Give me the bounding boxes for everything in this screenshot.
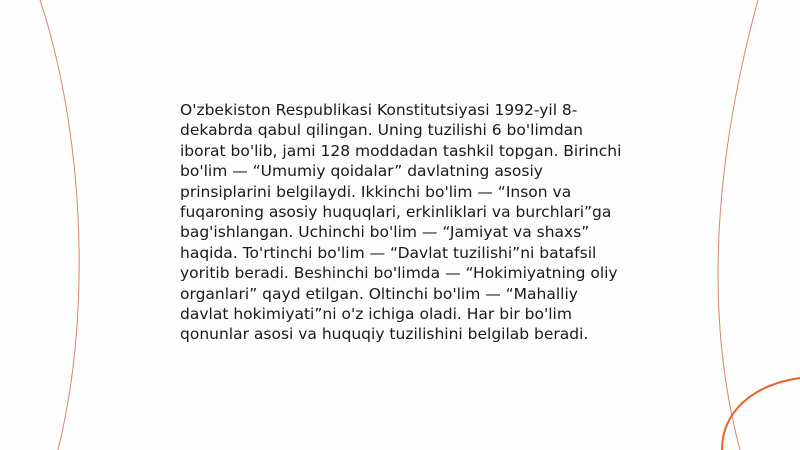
body-paragraph: O'zbekiston Respublikasi Konstitutsiyasi 1992-yil 8-dekabrda qabul qilingan. Uning tuzilishi 6 bo'limdan iborat bo'lib, jami 128 moddadan tashkil topgan. Birinchi bo'lim — “Umumiy qoidalar” davlatning asosiy prinsiplarini belgilaydi. Ikkinchi bo'lim — “Inson va fuqaroning asosiy huquqlari, erkinliklari va burchlari”ga bag'ishlangan. Uchinchi bo'lim — “Jamiyat va shaxs” haqida. To'rtinchi bo'lim — “Davlat tuzilishi”ni batafsil yoritib beradi. Beshinchi bo'limda — “Hokimiyatning oliy organlari” qayd etilgan. Oltinchi bo'lim — “Mahalliy davlat hokimiyati”ni o'z ichiga oladi. Har bir bo'lim qonunlar asosi va huquqiy tuzilishini belgilab beradi. xyxy=(180,101,622,344)
bottom-right-accent-arc xyxy=(722,378,800,450)
left-thin-curve xyxy=(40,0,79,450)
right-thin-curve xyxy=(718,0,758,450)
